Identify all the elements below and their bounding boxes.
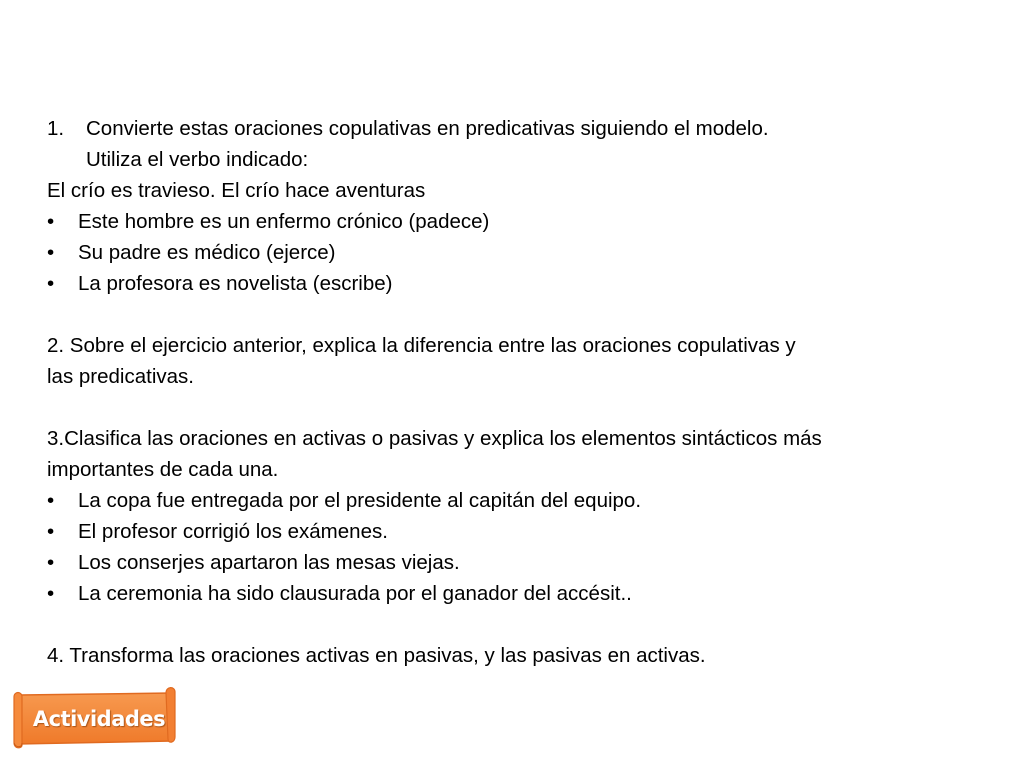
activities-label: Actividades bbox=[32, 707, 166, 731]
bullet-icon: • bbox=[47, 520, 55, 543]
list-item-text: Su padre es médico (ejerce) bbox=[78, 241, 336, 264]
list-item-text: La ceremonia ha sido clausurada por el ganador del accésit.. bbox=[78, 582, 632, 605]
exercise-2-line2: las predicativas. bbox=[47, 365, 194, 388]
exercise-1-instruction bbox=[47, 113, 947, 144]
exercise-content bbox=[47, 113, 947, 671]
list-item bbox=[47, 485, 947, 516]
list-item bbox=[47, 578, 947, 609]
spacer bbox=[47, 299, 947, 330]
bullet-icon: • bbox=[47, 241, 55, 264]
exercise-3-line1: 3.Clasifica las oraciones en activas o pasivas y explica los elementos sintácticos más bbox=[47, 427, 822, 450]
list-item-text: El profesor corrigió los exámenes. bbox=[78, 520, 388, 543]
list-item bbox=[47, 237, 947, 268]
spacer bbox=[47, 609, 947, 640]
list-item-text: Este hombre es un enfermo crónico (padece) bbox=[78, 210, 490, 233]
bullet-icon: • bbox=[47, 489, 55, 512]
activities-badge bbox=[12, 687, 176, 749]
exercise-1-instruction-line2: Utiliza el verbo indicado: bbox=[86, 148, 309, 171]
list-item bbox=[47, 547, 947, 578]
bullet-icon: • bbox=[47, 551, 55, 574]
exercise-4-line1: 4. Transforma las oraciones activas en pasivas, y las pasivas en activas. bbox=[47, 644, 706, 667]
exercise-2-line1: 2. Sobre el ejercicio anterior, explica la diferencia entre las oraciones copulativas y bbox=[47, 334, 796, 357]
exercise-3-line2: importantes de cada una. bbox=[47, 458, 279, 481]
bullet-icon: • bbox=[47, 582, 55, 605]
list-item bbox=[47, 268, 947, 299]
exercise-1-instruction-line1: Convierte estas oraciones copulativas en predicativas siguiendo el modelo. bbox=[86, 117, 769, 140]
list-item-text: La copa fue entregada por el presidente al capitán del equipo. bbox=[78, 489, 642, 512]
list-item-text: La profesora es novelista (escribe) bbox=[78, 272, 393, 295]
list-item bbox=[47, 206, 947, 237]
list-item-text: Los conserjes apartaron las mesas viejas. bbox=[78, 551, 460, 574]
bullet-icon: • bbox=[47, 272, 55, 295]
exercise-1-number: 1. bbox=[47, 117, 65, 140]
exercise-1-model: El crío es travieso. El crío hace aventuras bbox=[47, 179, 426, 202]
list-item bbox=[47, 516, 947, 547]
bullet-icon: • bbox=[47, 210, 55, 233]
spacer bbox=[47, 392, 947, 423]
